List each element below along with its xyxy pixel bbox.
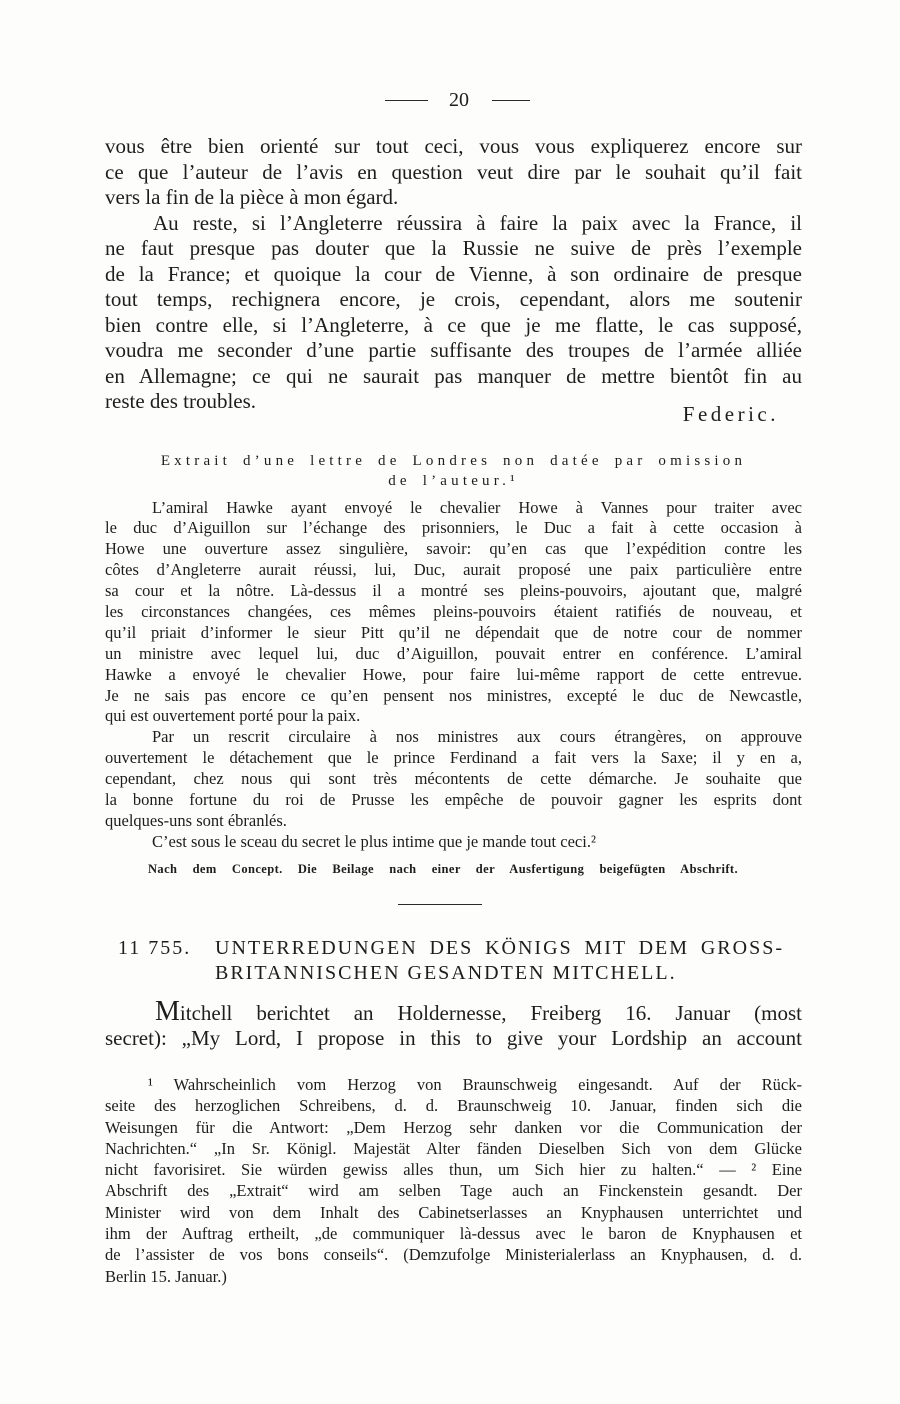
section-divider — [398, 904, 482, 906]
text-line: tout temps, rechignera encore, je crois, cependant, alors me soutenir — [105, 287, 802, 311]
text-line: secret): „My Lord, I propose in this to give your Lordship an account — [105, 1026, 802, 1050]
footnote-line: Weisungen für die Antwort: „Dem Herzog sehr danken vor die Communication der — [105, 1117, 802, 1137]
text-line: ouvertement le détachement que le prince Ferdinand a fait vers la Saxe; il y en a, — [105, 748, 802, 768]
footnote-line: Abschrift des „Extrait“ wird am selben Tage auch an Finckenstein gesandt. Der — [105, 1181, 802, 1201]
section-opening — [105, 996, 802, 1051]
text-line: Hawke a envoyé le chevalier Howe, pour faire lui-même rapport de cette entrevue. — [105, 664, 802, 684]
enclosure-paragraph — [105, 727, 802, 831]
text-line: cependant, chez nous qui sont très mécontents de cette démarche. Je souhaite que — [105, 769, 802, 789]
text-line: la bonne fortune du roi de Prusse les empêche de pouvoir gagner les esprits dont — [105, 789, 802, 809]
text-line: reste des troubles. — [105, 389, 257, 413]
text-line: vers la fin de la pièce à mon égard. — [105, 185, 399, 209]
text-line: Mitchell berichtet an Holdernesse, Freiberg 16. Januar (most — [155, 996, 802, 1027]
text-line: quelques-uns sont ébranlés. — [105, 810, 287, 830]
footnote-line: ihm der Auftrag ertheilt, „de communiquer là-dessus avec le baron de Knyphausen et — [105, 1224, 802, 1244]
text-line: les circonstances changées, ces mêmes pleins-pouvoirs étaient ratifiés de nouveau, et — [105, 601, 802, 621]
section-number: 11 755. — [118, 936, 192, 959]
enclosure-title — [105, 451, 802, 491]
footnote-line: de l’assister de vos bons conseils“. (Demzufolge Ministerialerlass an Knyphausen, d. d. — [105, 1245, 802, 1265]
footnote-line: Berlin 15. Januar.) — [105, 1266, 227, 1286]
enclosure-title-line: Extrait d’une lettre de Londres non datée par omission — [160, 453, 747, 469]
text-line: vous être bien orienté sur tout ceci, vous vous expliquerez encore sur — [105, 134, 802, 158]
text-line: en Allemagne; ce qui ne saurait pas manquer de mettre bientôt fin au — [105, 363, 802, 388]
footnote-line: seite des herzoglichen Schreibens, d. d. Braunschweig 10. Januar, finden sich die — [105, 1096, 802, 1116]
text-line: Au reste, si l’Angleterre réussira à faire la paix avec la France, il — [153, 210, 802, 235]
text-line: ce que l’auteur de l’avis en question veut dire par le souhait qu’il fait — [105, 159, 802, 184]
text-line: qui est ouvertement porté pour la paix. — [105, 706, 361, 726]
text-line: voudra me seconder d’une partie suffisante des troupes de l’armée alliée — [105, 338, 802, 362]
footnote-line: Minister wird von dem Inhalt des Cabinetserlasses an Knyphausen unterrichtet und — [105, 1202, 802, 1222]
enclosure-title-line: de l’auteur.¹ — [388, 473, 519, 489]
footnote-line: nicht favorisiret. Sie würden gewiss alles thun, um Sich hier zu halten.“ — ² Eine — [105, 1160, 802, 1180]
enclosure-text — [105, 498, 802, 853]
text-line: Par un rescrit circulaire à nos ministres aux cours étrangères, on approuve — [152, 727, 802, 747]
text-line: Howe une ouverture assez singulière, savoir: qu’en cas que l’expédition contre les — [105, 539, 802, 559]
page-number: 20 — [449, 89, 469, 111]
text-line: bien contre elle, si l’Angleterre, à ce que je me flatte, le cas supposé, — [105, 312, 802, 337]
text-line: qu’il priait d’informer le sieur Pitt qu’il ne dépendait que de notre cour de nommer — [105, 622, 802, 642]
enclosure-paragraph — [105, 832, 802, 853]
signature: Federic. — [682, 401, 779, 426]
text-line: Je ne sais pas encore ce qu’en pensent nos ministres, excepté le duc de Newcastle, — [105, 685, 802, 705]
text-line: un ministre avec lequel lui, duc d’Aiguillon, pouvait entrer en conférence. L’amiral — [105, 643, 802, 663]
text-line: sa cour et la nôtre. Là-dessus il a montré ses pleins-pouvoirs, ajoutant que, malgré — [105, 581, 802, 601]
enclosure-paragraph — [105, 498, 802, 728]
letter-paragraph — [105, 211, 802, 415]
source-note: Nach dem Concept. Die Beilage nach einer der Ausfertigung beigefügten Abschrift. — [148, 862, 738, 876]
text-line: de la France; et quoique la cour de Vienne, à son ordinaire de presque — [105, 261, 802, 286]
text-line: ne faut presque pas douter que la Russie ne suive de près l’exemple — [105, 236, 802, 260]
letter-paragraph — [105, 134, 802, 211]
header-rule-left — [385, 100, 428, 101]
footnotes — [105, 1074, 802, 1287]
footnote-line: Nachrichten.“ „In Sr. Königl. Majestät Alter fänden Dieselben Sich von dem Glücke — [105, 1138, 802, 1158]
letter-text — [105, 134, 802, 415]
section-title-line: UNTERREDUNGEN DES KÖNIGS MIT DEM GROSS- — [215, 936, 784, 959]
text-line: C’est sous le sceau du secret le plus intime que je mande tout ceci.² — [152, 831, 596, 851]
section-heading — [215, 936, 784, 986]
text-line: L’amiral Hawke ayant envoyé le chevalier Howe à Vannes pour traiter avec — [152, 497, 802, 517]
header-rule-right — [492, 100, 530, 101]
footnote-line: ¹ Wahrscheinlich vom Herzog von Braunschweig eingesandt. Auf der Rück- — [148, 1075, 802, 1094]
section-title-line: BRITANNISCHEN GESANDTEN MITCHELL. — [215, 961, 677, 984]
text-line: le duc d’Aiguillon sur l’échange des prisonniers, le Duc a fait à cette occasion à — [105, 518, 802, 538]
text-line: côtes d’Angleterre aurait réussi, lui, Duc, aurait proposé une paix particulière entre — [105, 560, 802, 580]
